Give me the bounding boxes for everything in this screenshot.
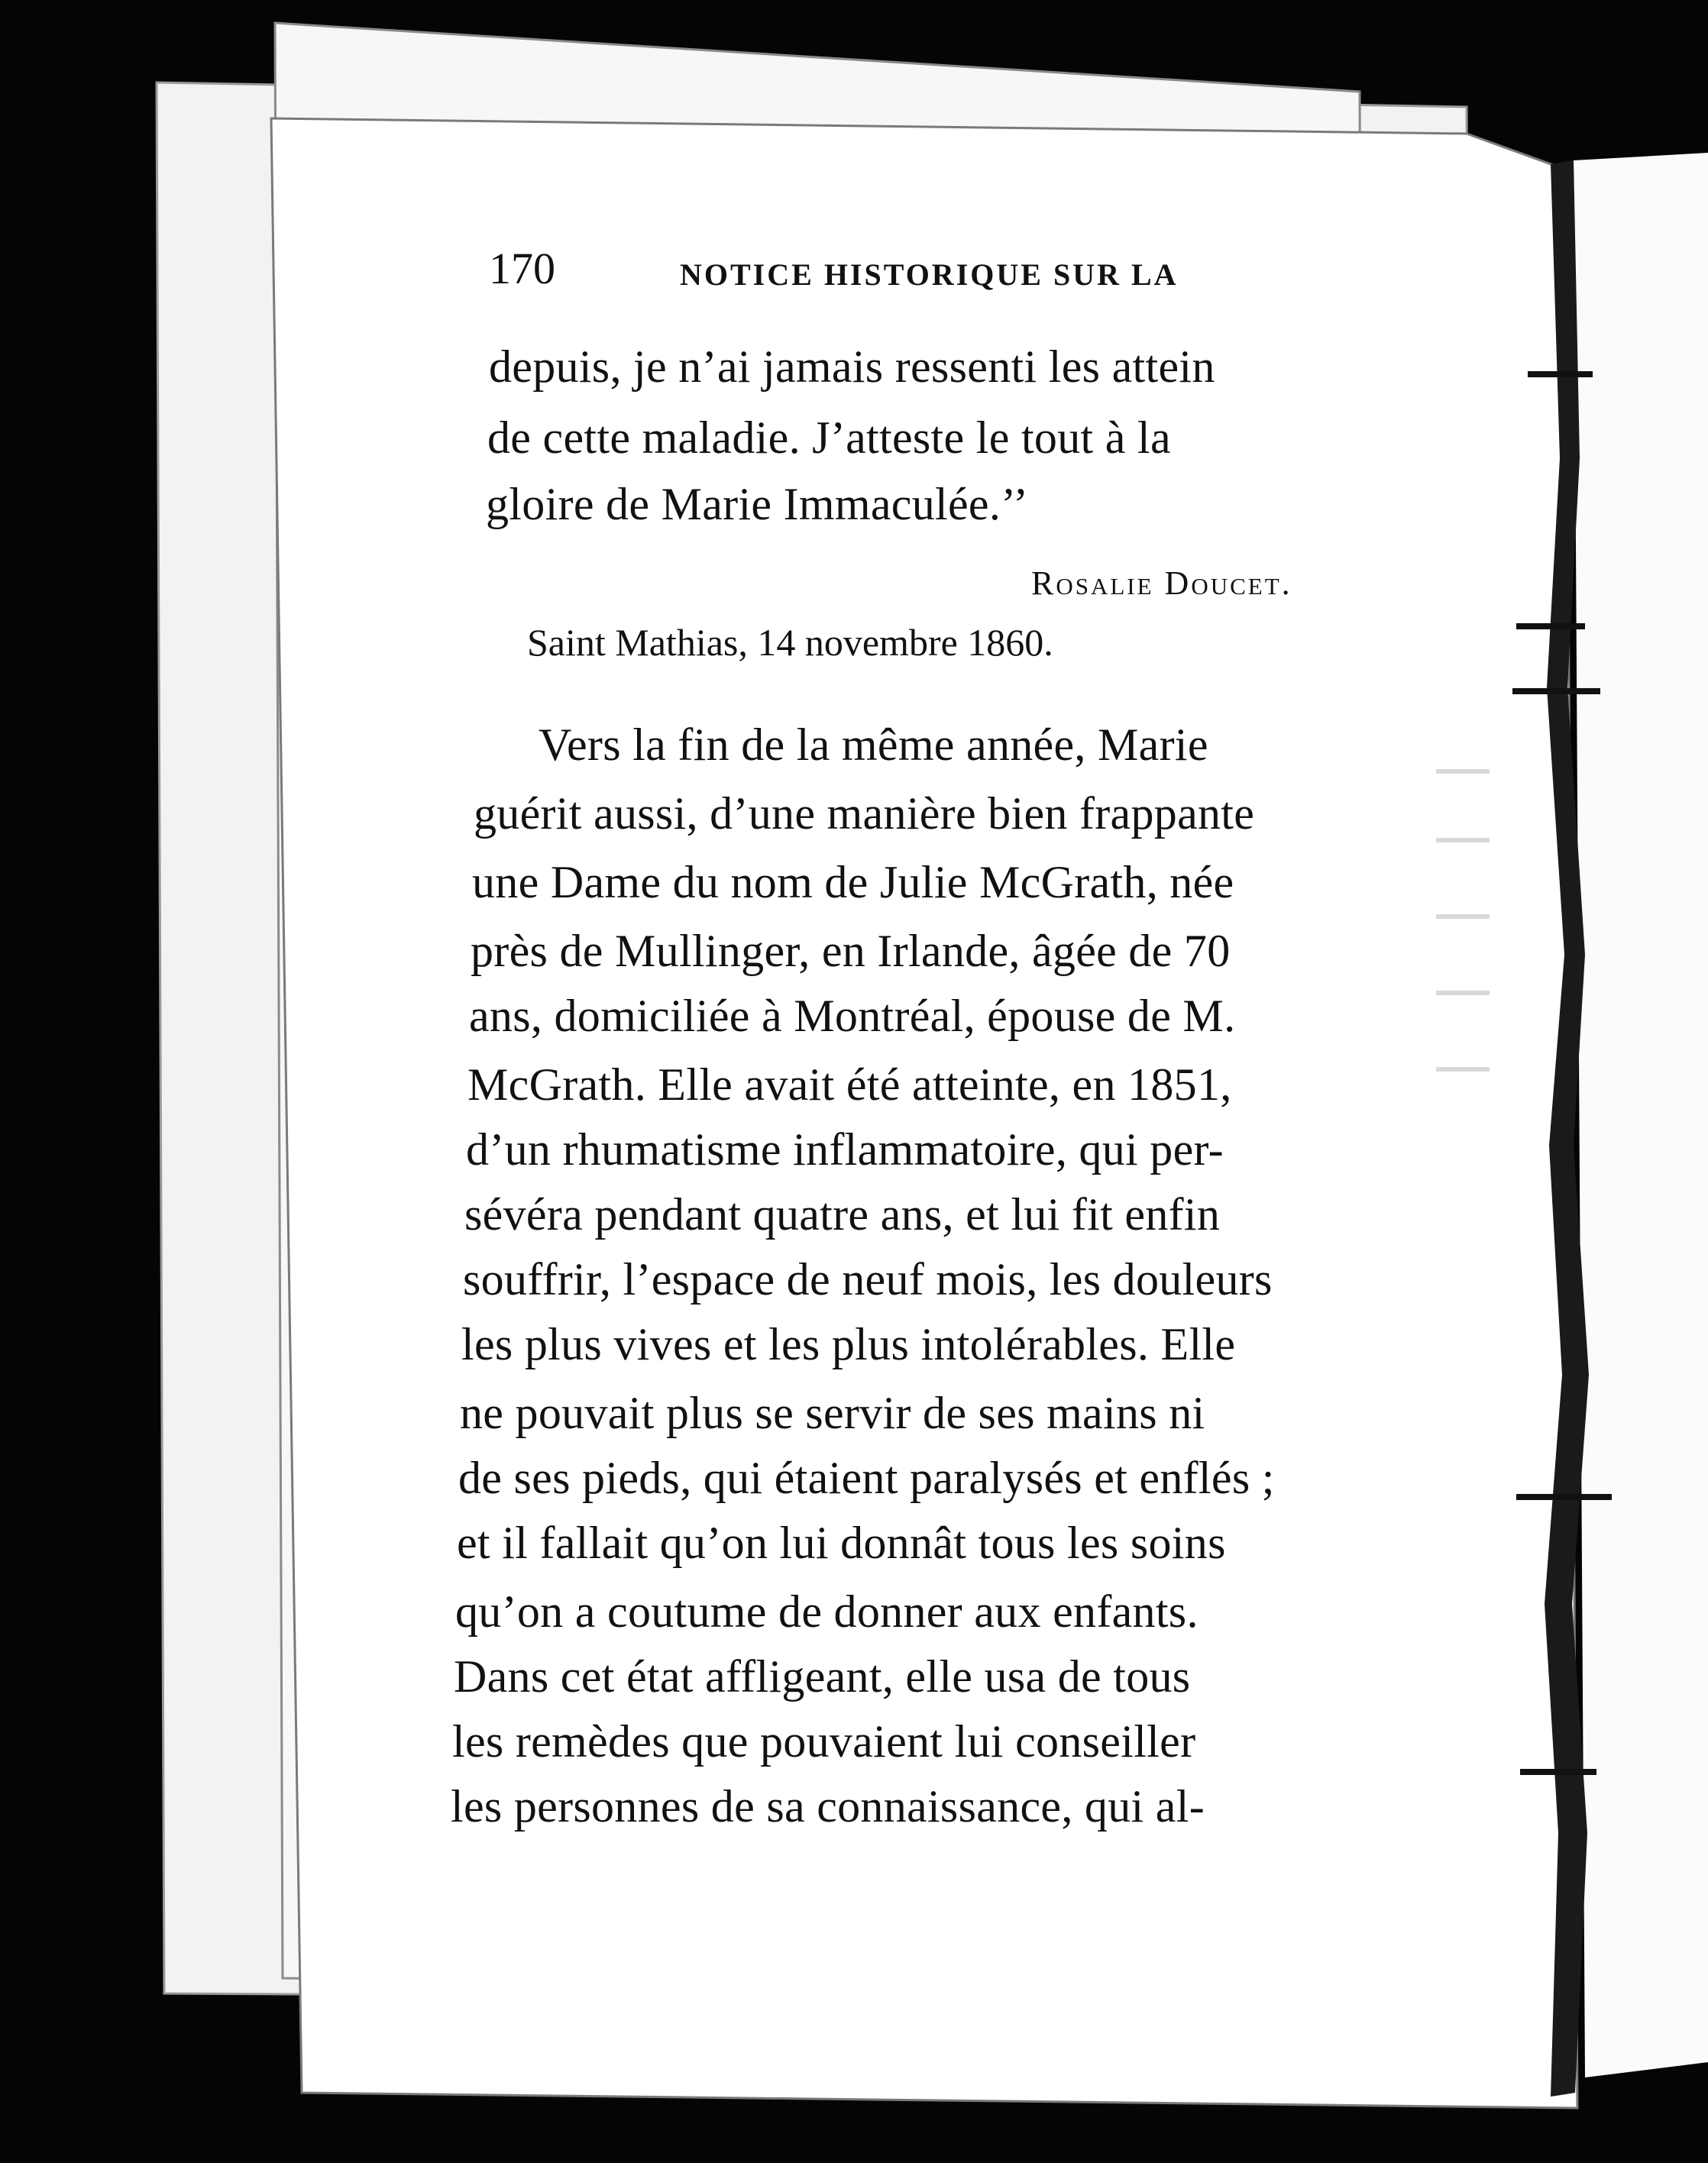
running-head: NOTICE HISTORIQUE SUR LA [680,257,1179,292]
body-line: souffrir, l’espace de neuf mois, les douleurs [463,1254,1273,1305]
facing-page [1574,153,1708,2077]
body-line: les personnes de sa connaissance, qui al- [451,1781,1205,1832]
body-line: ne pouvait plus se servir de ses mains ni [460,1388,1205,1438]
quote-line: gloire de Marie Immaculée.’’ [486,479,1029,529]
body-line: sévéra pendant quatre ans, et lui fit enfin [464,1189,1221,1240]
body-line: ans, domiciliée à Montréal, épouse de M. [469,991,1236,1041]
dateline: Saint Mathias, 14 novembre 1860. [527,621,1053,664]
page-number: 170 [489,244,555,293]
body-line: une Dame du nom de Julie McGrath, née [472,857,1234,907]
body-line: près de Mullinger, en Irlande, âgée de 70 [471,926,1231,976]
body-line: Vers la fin de la même année, Marie [539,719,1208,770]
body-line: les plus vives et les plus intolérables. Elle [461,1319,1236,1369]
body-line: qu’on a coutume de donner aux enfants. [455,1586,1199,1637]
body-line: guérit aussi, d’une manière bien frappante [474,788,1255,839]
body-line: Dans cet état affligeant, elle usa de tous [454,1651,1191,1702]
signature: Rosalie Doucet. [1031,564,1292,602]
quote-line: depuis, je n’ai jamais ressenti les attein [489,341,1215,392]
quote-line: de cette maladie. J’atteste le tout à la [487,412,1171,463]
body-line: d’un rhumatisme inflammatoire, qui per- [466,1124,1224,1175]
body-line: et il fallait qu’on lui donnât tous les soins [457,1518,1226,1568]
body-line: de ses pieds, qui étaient paralysés et enflés ; [458,1453,1275,1503]
body-line: McGrath. Elle avait été atteinte, en 1851, [467,1059,1232,1110]
body-line: les remèdes que pouvaient lui conseiller [452,1716,1196,1767]
